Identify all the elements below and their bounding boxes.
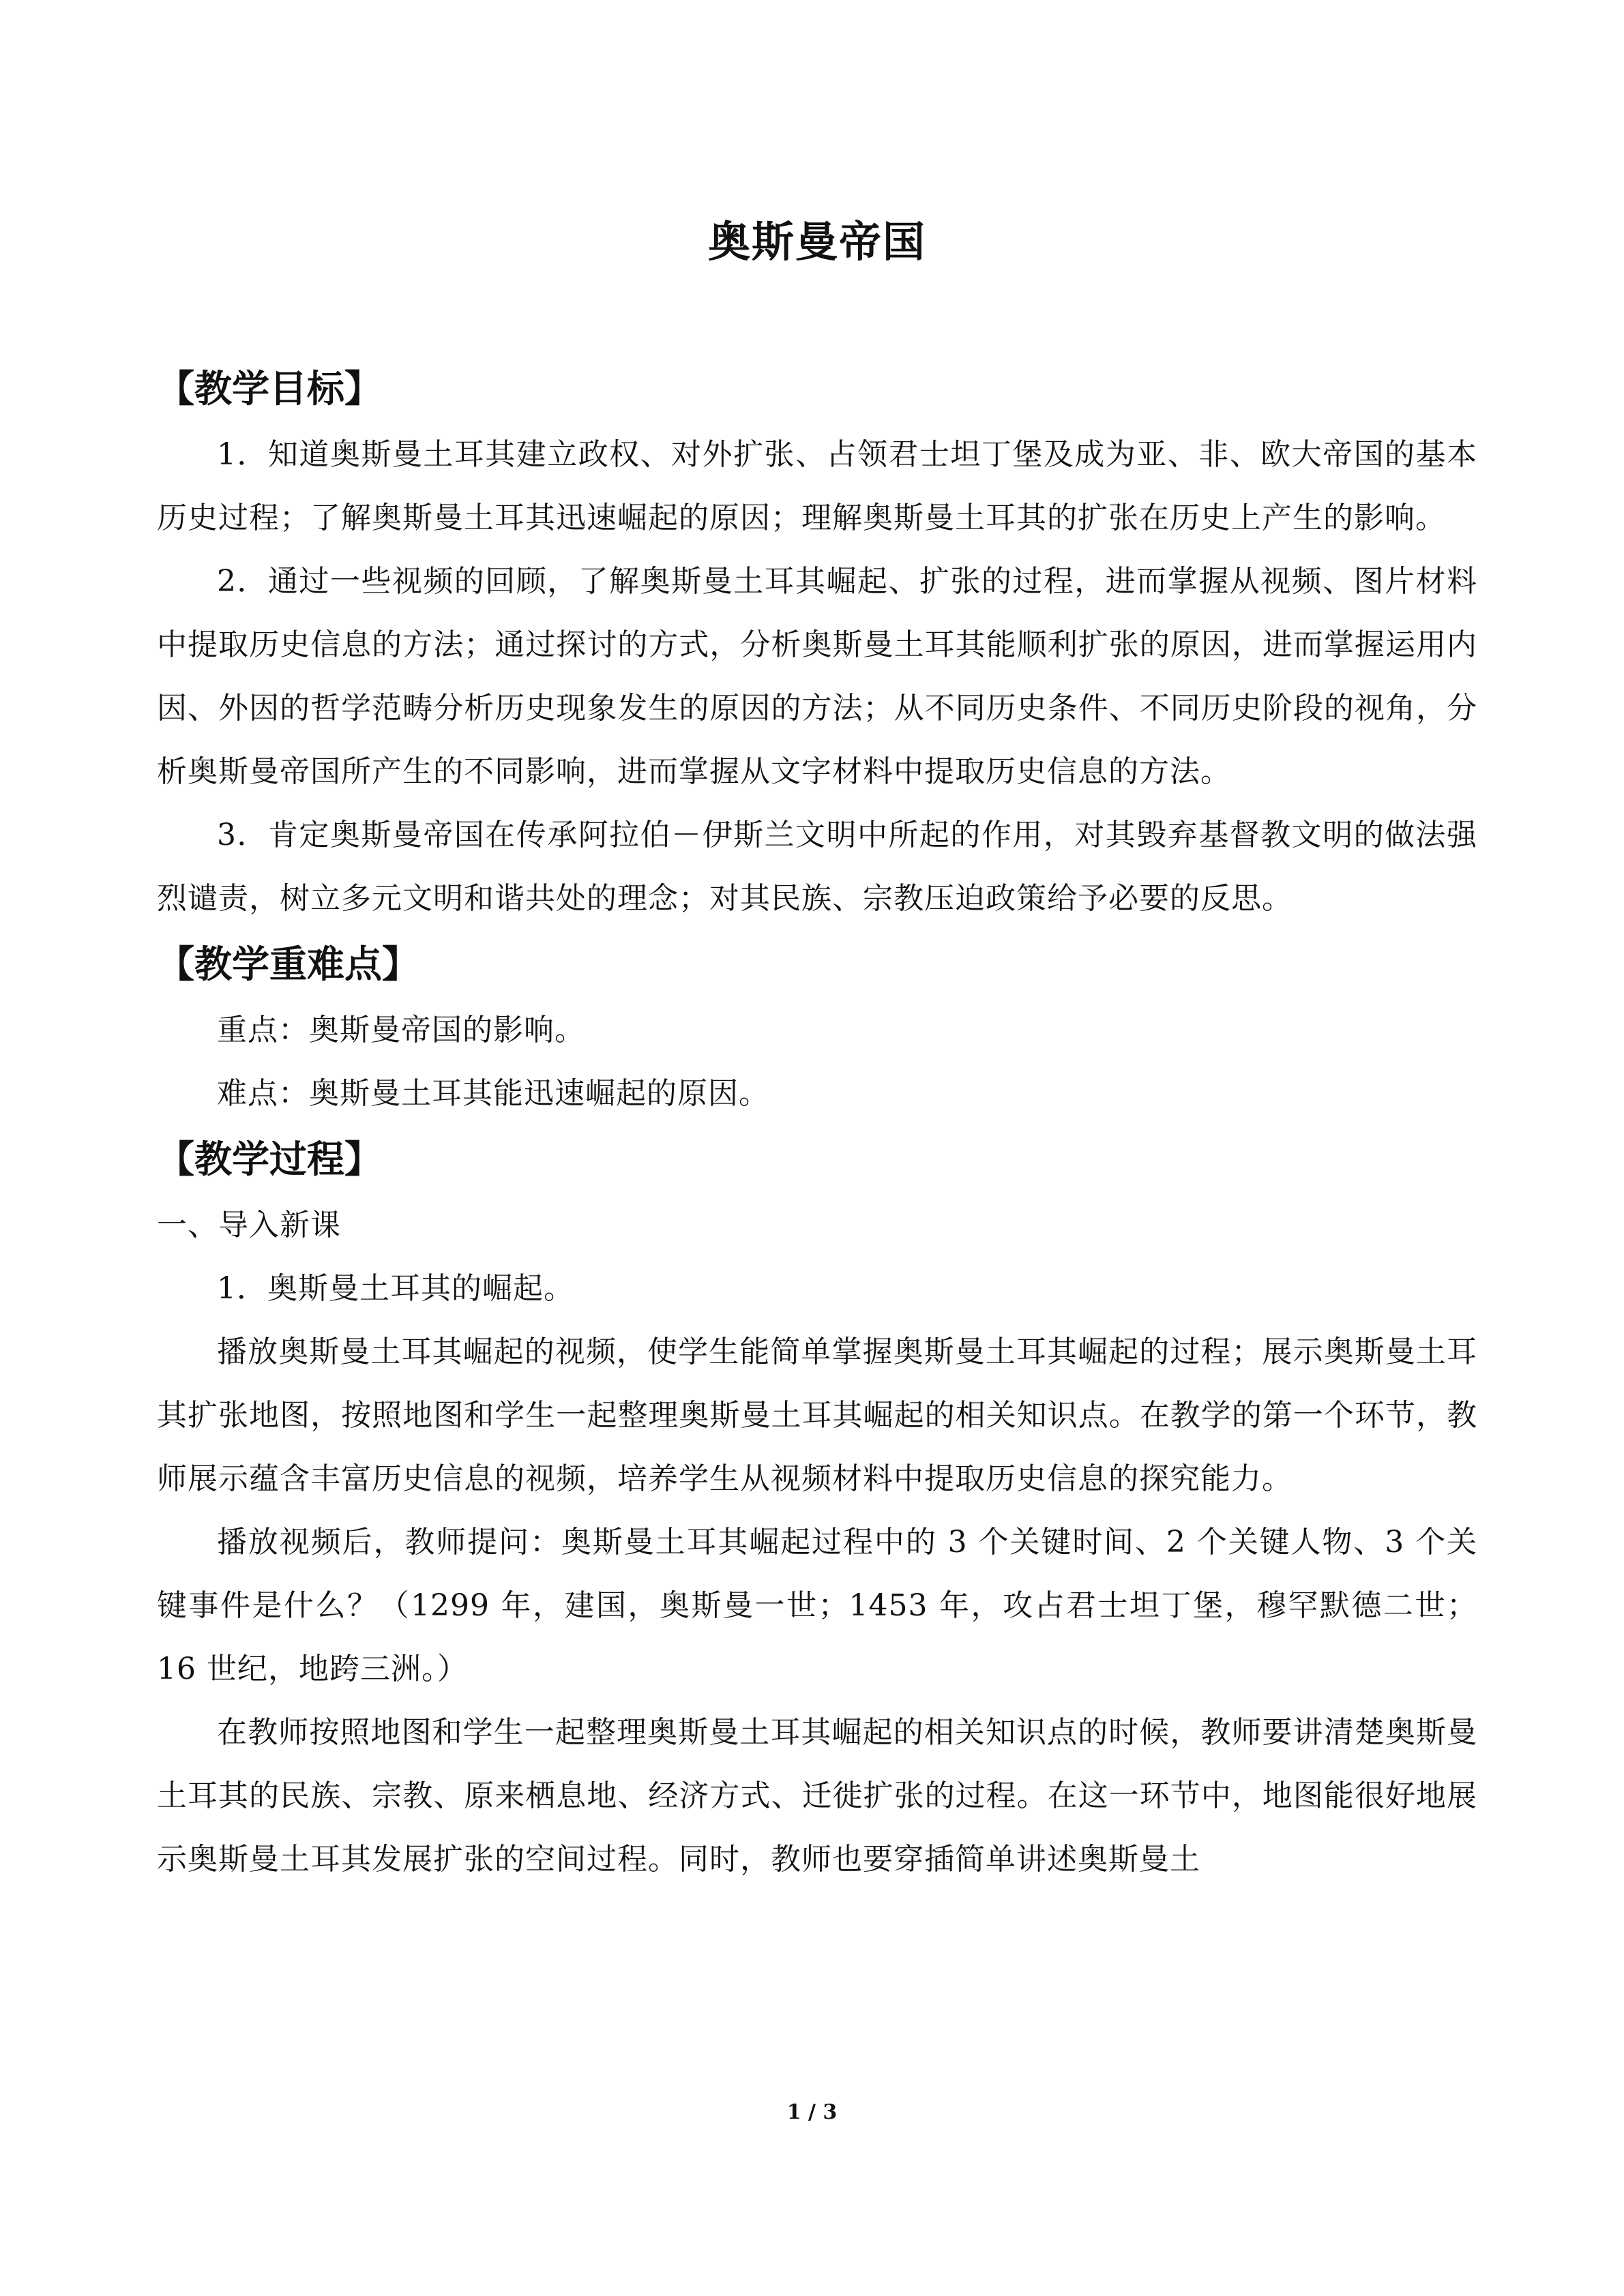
- process-paragraph-2: 播放奥斯曼土耳其崛起的视频，使学生能简单掌握奥斯曼土耳其崛起的过程；展示奥斯曼土耳其扩张地图，按照地图和学生一起整理奥斯曼土耳其崛起的相关知识点。在教学的第一个环节，教师展示蕴含丰富历史信息的视频，培养学生从视频材料中提取历史信息的探究能力。: [157, 1335, 1477, 1496]
- goals-paragraph-2: 2．通过一些视频的回顾，了解奥斯曼土耳其崛起、扩张的过程，进而掌握从视频、图片材料中提取历史信息的方法；通过探讨的方式，分析奥斯曼土耳其能顺利扩张的原因，进而掌握运用内因、外因的哲学范畴分析历史现象发生的原因的方法；从不同历史条件、不同历史阶段的视角，分析奥斯曼帝国所产生的不同影响，进而掌握从文字材料中提取历史信息的方法。: [157, 564, 1477, 789]
- goals-paragraph-1: 1．知道奥斯曼土耳其建立政权、对外扩张、占领君士坦丁堡及成为亚、非、欧大帝国的基本历史过程；了解奥斯曼土耳其迅速崛起的原因；理解奥斯曼土耳其的扩张在历史上产生的影响。: [157, 437, 1477, 535]
- section-heading-key-points: 【教学重难点】: [157, 942, 420, 986]
- key-point-text: 重点：奥斯曼帝国的影响。: [217, 1013, 585, 1047]
- document-title: 奥斯曼帝国: [707, 217, 926, 267]
- section-heading-goals: 【教学目标】: [157, 366, 383, 411]
- process-subheading: 一、导入新课: [157, 1208, 341, 1242]
- section-heading-process: 【教学过程】: [157, 1137, 383, 1181]
- process-paragraph-1: 1．奥斯曼土耳其的崛起。: [217, 1271, 574, 1306]
- difficulty-point-text: 难点：奥斯曼土耳其能迅速崛起的原因。: [217, 1076, 769, 1111]
- process-paragraph-3: 播放视频后，教师提问：奥斯曼土耳其崛起过程中的 3 个关键时间、2 个关键人物、3 个关键事件是什么？（1299 年，建国，奥斯曼一世；1453 年，攻占君士坦丁堡，穆罕默德二世；16 世纪，地跨三洲。）: [157, 1525, 1477, 1686]
- process-paragraph-4: 在教师按照地图和学生一起整理奥斯曼土耳其崛起的相关知识点的时候，教师要讲清楚奥斯曼土耳其的民族、宗教、原来栖息地、经济方式、迁徙扩张的过程。在这一环节中，地图能很好地展示奥斯曼土耳其发展扩张的空间过程。同时，教师也要穿插简单讲述奥斯曼土: [157, 1715, 1477, 1877]
- goals-paragraph-3: 3．肯定奥斯曼帝国在传承阿拉伯－伊斯兰文明中所起的作用，对其毁弃基督教文明的做法强烈谴责，树立多元文明和谐共处的理念；对其民族、宗教压迫政策给予必要的反思。: [157, 818, 1477, 916]
- page-number: 1 / 3: [786, 2100, 838, 2124]
